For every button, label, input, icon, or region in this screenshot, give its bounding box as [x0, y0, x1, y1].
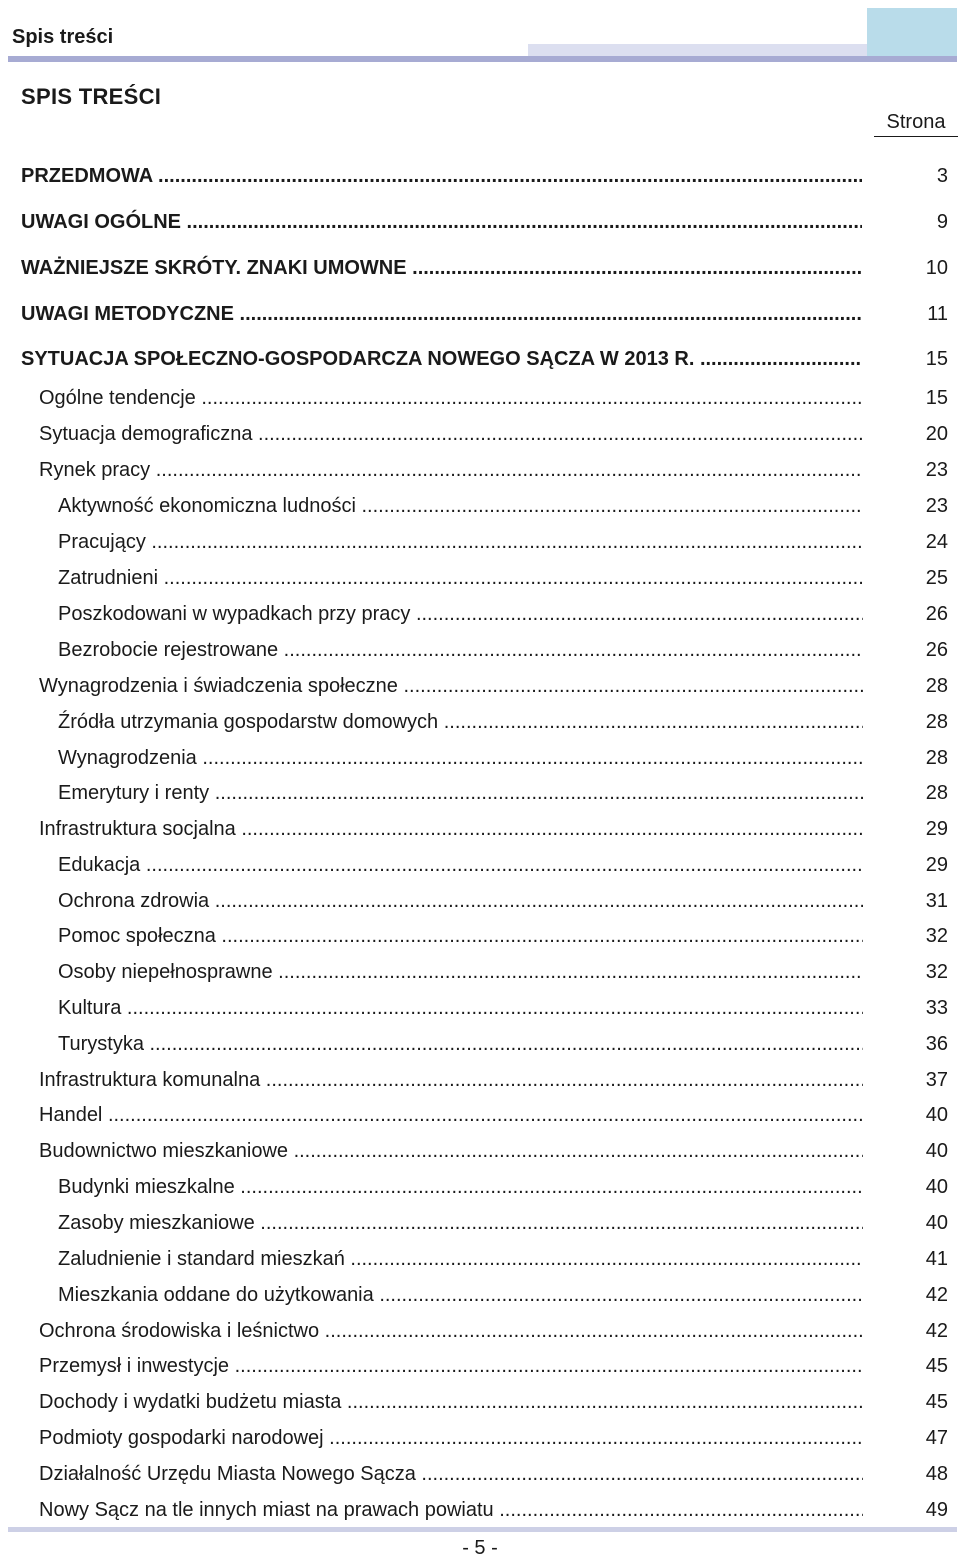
toc-entry-label: PRZEDMOWA .....: [21, 162, 862, 190]
toc-entry-label: Sytuacja demograficzna .....: [39, 420, 863, 448]
toc-entry-label: WAŻNIEJSZE SKRÓTY. ZNAKI UMOWNE .....: [21, 254, 862, 282]
toc-entry: [0, 384, 960, 412]
toc-entry-page: 40: [925, 1176, 948, 1198]
toc-entry: [0, 922, 960, 950]
toc-entry-page: 33: [925, 997, 948, 1019]
toc-entry-label: Bezrobocie rejestrowane .....: [58, 636, 863, 664]
toc-entry: [0, 492, 960, 520]
toc-entry-label: Kultura .....: [58, 994, 863, 1022]
toc-entry: [0, 1317, 960, 1345]
toc-entry-page: 23: [925, 459, 948, 481]
toc-entry-label: Poszkodowani w wypadkach przy pracy .....: [58, 600, 863, 628]
toc-entry-page: 15: [925, 348, 948, 370]
page-title: SPIS TREŚCI: [21, 84, 162, 109]
toc-entry: [0, 162, 960, 190]
toc-entry-page: 15: [925, 387, 948, 409]
toc-entry-label: Edukacja .....: [58, 851, 863, 879]
toc-entry-label: Infrastruktura komunalna .....: [39, 1066, 863, 1094]
toc-entry: [0, 564, 960, 592]
toc-entry-label: Wynagrodzenia i świadczenia społeczne .....: [39, 672, 863, 700]
toc-entry-label: Podmioty gospodarki narodowej .....: [39, 1424, 863, 1452]
toc-entry: [0, 1388, 960, 1416]
toc-entry-label: Zasoby mieszkaniowe .....: [58, 1209, 863, 1237]
toc-entry: [0, 708, 960, 736]
toc-entry: [0, 994, 960, 1022]
toc-entry-page: 29: [925, 854, 948, 876]
page-number: - 5 -: [462, 1537, 498, 1559]
toc-entry-page: 26: [925, 603, 948, 625]
running-header-title: Spis treści: [12, 26, 114, 48]
toc-entry: [0, 1030, 960, 1058]
toc-entry: [0, 420, 960, 448]
toc-entry: [0, 744, 960, 772]
toc-entry: [0, 1101, 960, 1129]
toc-entry-page: 10: [925, 257, 948, 279]
toc-entry: [0, 1173, 960, 1201]
toc-entry-page: 42: [925, 1320, 948, 1342]
toc-entry-label: Nowy Sącz na tle innych miast na prawach powiatu .....: [39, 1496, 863, 1524]
toc-entry-page: 9: [936, 211, 948, 233]
toc-entry: [0, 851, 960, 879]
toc-entry-label: Wynagrodzenia .....: [58, 744, 863, 772]
toc-entry: [0, 672, 960, 700]
toc-entry-page: 37: [925, 1069, 948, 1091]
toc-entry: [0, 958, 960, 986]
toc-entry-label: Infrastruktura socjalna .....: [39, 815, 863, 843]
toc-entry: [0, 254, 960, 282]
toc-entry-page: 26: [925, 639, 948, 661]
toc-entry-page: 41: [925, 1248, 948, 1270]
toc-entry: [0, 1245, 960, 1273]
toc-entry-label: Ochrona zdrowia .....: [58, 887, 863, 915]
toc-entry-page: 48: [925, 1463, 948, 1485]
page-column-label: Strona: [874, 111, 958, 137]
toc-entry: [0, 779, 960, 807]
toc-entry: [0, 528, 960, 556]
toc-entry-label: Handel .....: [39, 1101, 863, 1129]
toc-entry-page: 40: [925, 1104, 948, 1126]
toc-entry-label: Zatrudnieni .....: [58, 564, 863, 592]
toc-entry-label: Działalność Urzędu Miasta Nowego Sącza .....: [39, 1460, 863, 1488]
toc-entry-page: 49: [925, 1499, 948, 1521]
toc-entry: [0, 456, 960, 484]
toc-entry-label: Rynek pracy .....: [39, 456, 863, 484]
toc-entry-page: 28: [925, 747, 948, 769]
toc-entry-page: 25: [925, 567, 948, 589]
toc-entry-label: UWAGI OGÓLNE .....: [21, 208, 862, 236]
toc-entry-label: Aktywność ekonomiczna ludności .....: [58, 492, 863, 520]
toc-entry-label: Źródła utrzymania gospodarstw domowych .....: [58, 708, 863, 736]
toc-entry-label: Budownictwo mieszkaniowe .....: [39, 1137, 863, 1165]
toc-entry-page: 28: [925, 675, 948, 697]
toc-entry: [0, 1352, 960, 1380]
toc-entry-label: UWAGI METODYCZNE .....: [21, 300, 862, 328]
toc-entry-label: Zaludnienie i standard mieszkań .....: [58, 1245, 863, 1273]
toc-entry-page: 40: [925, 1140, 948, 1162]
toc-entry-label: Ochrona środowiska i leśnictwo .....: [39, 1317, 863, 1345]
toc-entry-page: 24: [925, 531, 948, 553]
toc-entry-label: Ogólne tendencje .....: [39, 384, 863, 412]
toc-entry-label: Pomoc społeczna .....: [58, 922, 863, 950]
toc-entry-label: Osoby niepełnosprawne .....: [58, 958, 863, 986]
toc-entry-page: 45: [925, 1355, 948, 1377]
toc-entry-page: 23: [925, 495, 948, 517]
toc-entry-label: Przemysł i inwestycje .....: [39, 1352, 863, 1380]
toc-entry-page: 20: [925, 423, 948, 445]
toc-entry: [0, 600, 960, 628]
toc-entry-label: Pracujący .....: [58, 528, 863, 556]
toc-entry-page: 47: [925, 1427, 948, 1449]
toc-entry-page: 11: [927, 303, 948, 325]
toc-entry-label: Mieszkania oddane do użytkowania .....: [58, 1281, 863, 1309]
toc-entry: [0, 208, 960, 236]
toc-entry-page: 32: [925, 925, 948, 947]
toc-entry-label: SYTUACJA SPOŁECZNO-GOSPODARCZA NOWEGO SĄCZA W 2013 R. .....: [21, 345, 862, 373]
toc-entry-label: Emerytury i renty .....: [58, 779, 863, 807]
toc-entry: [0, 1066, 960, 1094]
toc-entry: [0, 636, 960, 664]
toc-entry: [0, 815, 960, 843]
toc-entry-label: Turystyka .....: [58, 1030, 863, 1058]
toc-entry: [0, 345, 960, 373]
toc-entry: [0, 1460, 960, 1488]
toc-entry-page: 36: [925, 1033, 948, 1055]
toc-entry: [0, 1424, 960, 1452]
toc-entry-page: 28: [925, 782, 948, 804]
toc-entry: [0, 1209, 960, 1237]
toc-entry-label: Dochody i wydatki budżetu miasta .....: [39, 1388, 863, 1416]
toc-entry-page: 29: [925, 818, 948, 840]
toc-entry-page: 31: [925, 890, 948, 912]
footer-rule: [8, 1527, 957, 1532]
toc-entry: [0, 1496, 960, 1524]
toc-entry-page: 45: [925, 1391, 948, 1413]
toc-entry-page: 3: [936, 165, 948, 187]
toc-entry-page: 32: [925, 961, 948, 983]
toc-entry-page: 40: [925, 1212, 948, 1234]
toc-entry: [0, 300, 960, 328]
toc-entry-page: 42: [925, 1284, 948, 1306]
toc-entry-page: 28: [925, 711, 948, 733]
toc-entry: [0, 1281, 960, 1309]
toc-entry: [0, 887, 960, 915]
toc-entry-label: Budynki mieszkalne .....: [58, 1173, 863, 1201]
toc-entry: [0, 1137, 960, 1165]
